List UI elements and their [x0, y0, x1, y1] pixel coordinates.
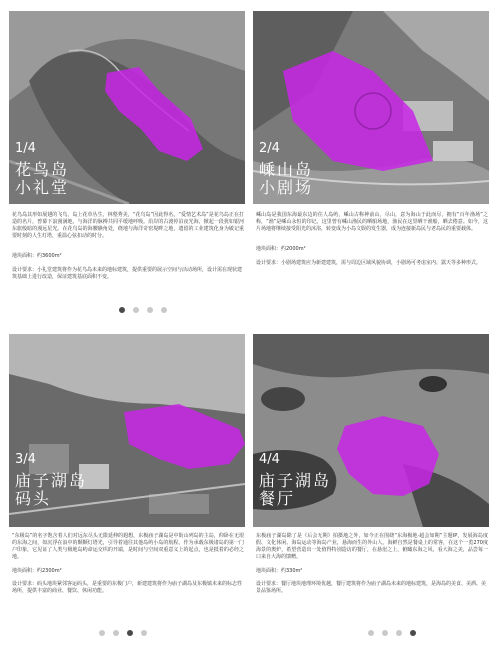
site-design-requirement: 设计要求：码头地块紧邻客运码头，是重要的东极门户，新建建筑将作为庙子湖岛及东极镇未来的标志性场所，提供丰富的商业、餐饮、休闲功能。 — [12, 581, 243, 594]
site-area: 地块面积：约2000m² — [256, 246, 306, 252]
site-description: 嵊山岛是我国东海最东边的住人岛屿，嵊山古称神前山，尽山，意为海山于此而尽，拥有“百年渔场”之称，“渔”是嵊山永恒的印记，这里曾有嵊山渔民的晒船场地，渔民在这里晒干渔船，晒去倦意。如今，这片场地将继续接受阳光的沐浴，转变成为小岛文娱的发生器，成为连接新岛民与老岛民的重要载体。 — [256, 212, 488, 232]
carousel-dot-3[interactable] — [147, 307, 153, 313]
site-design-requirement: 设计要求：小礼堂建筑将作为花鸟岛未来的地标建筑，提供重要的展示空间与活动场所，设计需在现状建筑基础上进行改造，保证建筑基底面积不变。 — [12, 267, 243, 280]
site-design-requirement: 设计要求：餐厅地块地理环境优越，餐厅建筑将作为庙子湖岛未来的地标建筑，是海岛的美食、美酒、美景品鉴场所。 — [256, 581, 487, 594]
carousel-dot-3[interactable] — [396, 630, 402, 636]
aerial-photo-2 — [253, 11, 489, 204]
slide-counter: 4/4 — [259, 452, 280, 467]
site-island-name: 花鸟岛 — [15, 160, 70, 179]
slide-counter: 3/4 — [15, 452, 36, 467]
aerial-photo-4 — [253, 334, 489, 527]
carousel-dot-3[interactable] — [127, 630, 133, 636]
site-description: “东极岛”的名字饱含着人们对远东尽头无限延伸的遐想，东极庙子湖岛是中街山列岛的主岛，仰卧在无垠的东海之间，如沉浮在浪中的颗颗灯塔光，引导着通往其他岛屿小岛的航程。作为承载东极诸岛的第一门户印象，它见证了人类与极地岛屿命运交织的开端，是时间与空间双重意义上的起点，也是抵着的必经之地。 — [12, 533, 244, 560]
site-island-name: 庙子湖岛 — [15, 471, 88, 490]
carousel-dot-4[interactable] — [161, 307, 167, 313]
carousel-dot-1[interactable] — [368, 630, 374, 636]
carousel-dot-2[interactable] — [382, 630, 388, 636]
site-area: 地块面积：约2300m² — [12, 568, 62, 574]
site-island-name: 庙子湖岛 — [259, 471, 332, 490]
site-area: 地块面积：约3600m² — [12, 253, 62, 259]
aerial-photo-1 — [9, 11, 245, 204]
carousel-dot-4[interactable] — [141, 630, 147, 636]
carousel-dot-4[interactable] — [410, 630, 416, 636]
site-building-name: 餐厅 — [259, 489, 296, 508]
carousel-dot-1[interactable] — [119, 307, 125, 313]
site-area: 地块面积：约330m² — [256, 568, 303, 574]
carousel-dot-2[interactable] — [133, 307, 139, 313]
site-design-requirement: 设计要求：小剧场建筑应为新建建筑，需与周边区域风貌协调，小剧场可考虑室内、露天等多种形式。 — [256, 260, 482, 266]
carousel-dot-1[interactable] — [99, 630, 105, 636]
site-building-name: 小礼堂 — [15, 178, 70, 197]
slide-counter: 1/4 — [15, 141, 36, 156]
aerial-photo-3 — [9, 334, 245, 527]
carousel-dots — [119, 307, 179, 315]
site-building-name: 小剧场 — [259, 178, 314, 197]
carousel-dots — [368, 630, 428, 638]
carousel-dot-2[interactable] — [113, 630, 119, 636]
site-description: 花鸟岛其形如展翅的飞鸟，岛上花草丛生，林壑秀美，“花鸟岛”因此得名。“爱情艺术岛”是花鸟岛正在打造的名片，曾幕下浪漫满地，与海洋的脉搏共同平缓地呼吸。沿岸的古渡停泊夜光海，掀起一段犹如银河东旅般暗的漫远星光。在花鸟岛的海腰礁角处，绕地与海洋奇密堤畔之地，遗留的工业建筑化身为敏记重要时刻的人生灯塔，重温心弦扣动的时分。 — [12, 212, 244, 239]
carousel-dots — [99, 630, 159, 638]
site-building-name: 码头 — [15, 489, 52, 508]
slide-counter: 2/4 — [259, 141, 280, 156]
site-island-name: 嵊山岛 — [259, 160, 314, 179]
site-description: 东极庙子湖岛除了是《后会无期》拍摄地之外，如今正在围绕“东海极地·超会如期”主题IP，发展海岛度假、文化休闲、海岛运动等海岛产业，悬海而生的外山人，海鲜自然是餐桌上的常客，在这个一览270度海景的奥炉，希望营造出一处值得特别造访的餐厅，在悬崖之上，俯瞰东海之风，看大海之美，品尝每一口来自大海的馈赠。 — [256, 533, 488, 560]
